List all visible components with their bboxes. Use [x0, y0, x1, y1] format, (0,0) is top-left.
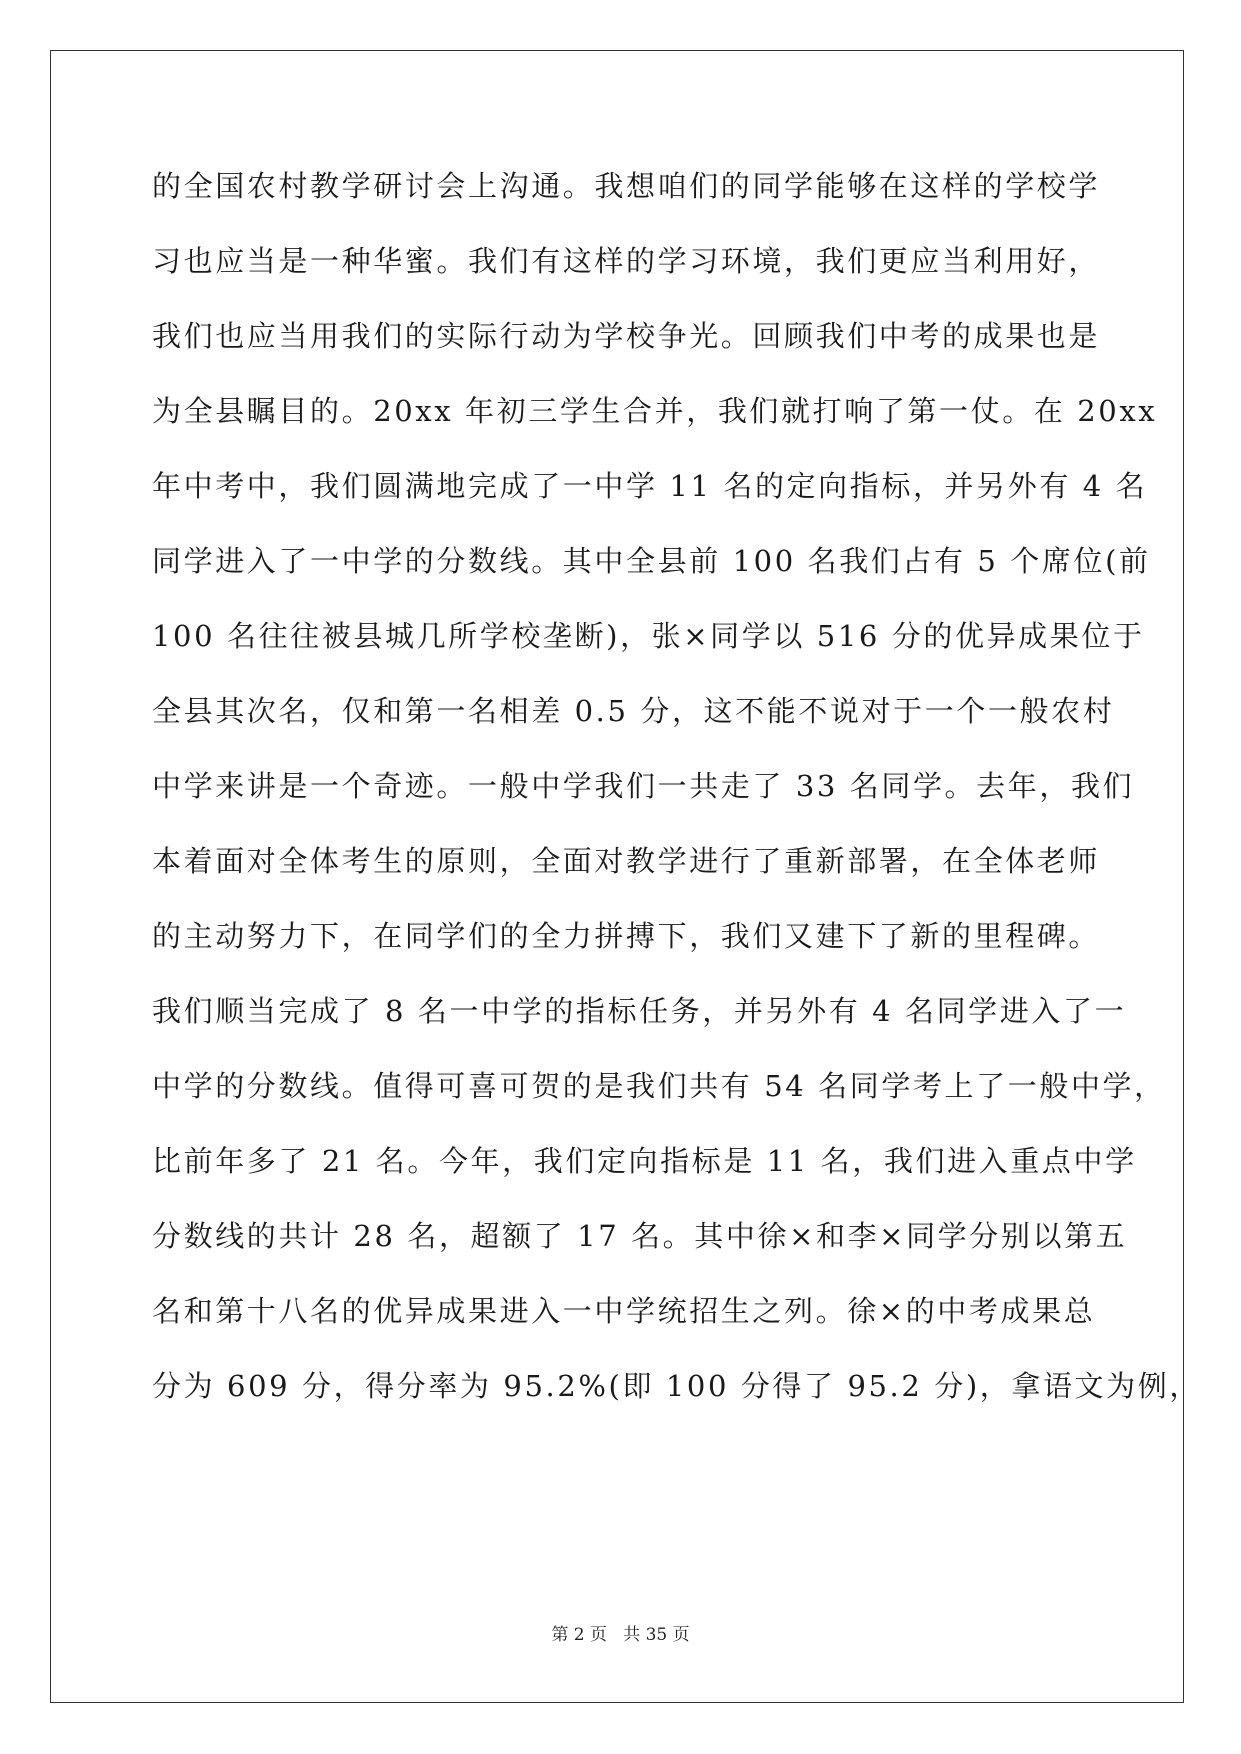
document-body [152, 152, 1201, 1427]
text-line: 同学进入了一中学的分数线。其中全县前 100 名我们占有 5 个席位(前 [152, 544, 1151, 578]
text-line: 为全县瞩目的。20xx 年初三学生合并，我们就打响了第一仗。在 20xx [152, 394, 1158, 428]
text-line: 中学来讲是一个奇迹。一般中学我们一共走了 33 名同学。去年，我们 [152, 769, 1135, 803]
text-line: 全县其次名，仅和第一名相差 0.5 分，这不能不说对于一个一般农村 [152, 694, 1115, 728]
text-line: 分为 609 分，得分率为 95.2%(即 100 分得了 95.2 分)，拿语文为例， [152, 1369, 1201, 1403]
text-line: 的全国农村教学研讨会上沟通。我想咱们的同学能够在这样的学校学 [152, 169, 1101, 203]
text-line: 分数线的共计 28 名，超额了 17 名。其中徐×和李×同学分别以第五 [152, 1219, 1128, 1253]
text-line: 的主动努力下，在同学们的全力拼搏下，我们又建下了新的里程碑。 [152, 919, 1101, 953]
text-line: 名和第十八名的优异成果进入一中学统招生之列。徐×的中考成果总 [152, 1294, 1096, 1328]
text-line: 比前年多了 21 名。今年，我们定向指标是 11 名，我们进入重点中学 [152, 1144, 1137, 1178]
text-line: 年中考中，我们圆满地完成了一中学 11 名的定向指标，并另外有 4 名 [152, 469, 1148, 503]
text-line: 100 名往往被县城几所学校垄断)，张×同学以 516 分的优异成果位于 [152, 619, 1145, 653]
text-line: 习也应当是一种华蜜。我们有这样的学习环境，我们更应当利用好， [152, 244, 1101, 278]
page-number-footer: 第 2 页 共 35 页 [551, 1625, 690, 1645]
text-line: 本着面对全体考生的原则，全面对教学进行了重新部署，在全体老师 [152, 844, 1101, 878]
text-line: 我们也应当用我们的实际行动为学校争光。回顾我们中考的成果也是 [152, 319, 1101, 353]
text-line: 我们顺当完成了 8 名一中学的指标任务，并另外有 4 名同学进入了一 [152, 994, 1127, 1028]
text-line: 中学的分数线。值得可喜可贺的是我们共有 54 名同学考上了一般中学， [152, 1069, 1166, 1103]
